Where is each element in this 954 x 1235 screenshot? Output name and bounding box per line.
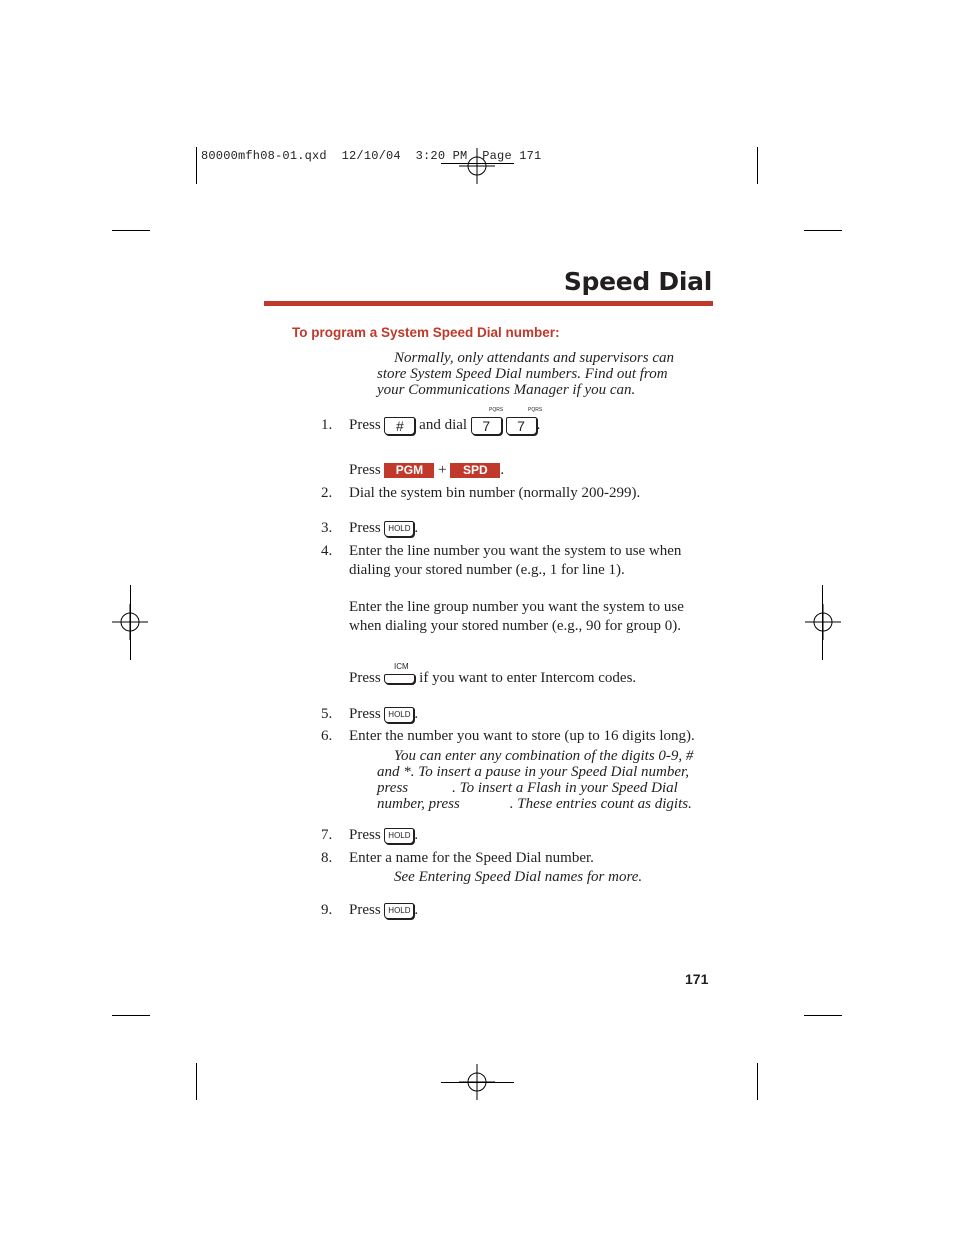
crop-mark xyxy=(112,1015,150,1016)
step-text: Press xyxy=(349,706,381,722)
step-text: . xyxy=(414,902,419,918)
crop-mark xyxy=(757,147,758,184)
step-text: Dial the system bin number (normally 200-299). xyxy=(349,485,641,501)
key-sublabel: PQRS xyxy=(489,407,504,413)
step-text: Enter a name for the Speed Dial number. xyxy=(349,850,594,866)
page-title: Speed Dial xyxy=(563,267,712,296)
step-text: + xyxy=(438,462,447,478)
step-5 xyxy=(321,705,418,724)
step-number: 4. xyxy=(321,543,333,559)
crop-mark xyxy=(757,1063,758,1100)
step-4 xyxy=(321,542,681,561)
crop-mark xyxy=(441,1082,514,1083)
step-text: if you want to enter Intercom codes. xyxy=(419,670,637,686)
step-number: 3. xyxy=(321,520,333,536)
crop-mark xyxy=(130,585,131,660)
step-4-icm xyxy=(349,669,719,688)
seven-key-icon: 7 xyxy=(471,417,502,435)
step-text: . xyxy=(500,462,505,478)
pound-key-icon: # xyxy=(384,417,415,435)
page-number: 171 xyxy=(685,971,709,987)
hold-key-icon: HOLD xyxy=(384,707,414,723)
intro-note xyxy=(377,350,717,398)
step-7 xyxy=(321,826,418,845)
alt-press xyxy=(349,461,719,480)
title-rule xyxy=(264,301,713,306)
step-text: Press xyxy=(349,902,381,918)
step-text: . xyxy=(414,520,419,536)
icm-key-icon xyxy=(384,674,415,684)
step-number: 8. xyxy=(321,850,333,866)
step-4-alt-cont: when dialing your stored number (e.g., 90 for group 0). xyxy=(349,618,682,634)
step-text: . xyxy=(536,417,541,433)
note-line: your Communications Manager if you can. xyxy=(377,382,636,398)
note-line: Normally, only attendants and supervisors can xyxy=(394,350,674,366)
seven-key-icon: 7 xyxy=(506,417,537,435)
step-2 xyxy=(321,484,640,503)
step-4-cont: dialing your stored number (e.g., 1 for line 1). xyxy=(349,562,625,578)
step-text: Press xyxy=(349,827,381,843)
step-9 xyxy=(321,901,418,920)
step-6-note xyxy=(377,748,717,812)
note-line: You can enter any combination of the digits 0-9, # xyxy=(394,748,694,764)
crop-mark xyxy=(804,1015,842,1016)
hold-key-icon: HOLD xyxy=(384,828,414,844)
crop-mark xyxy=(196,1063,197,1100)
step-text: . xyxy=(414,827,419,843)
step-4-alt: Enter the line group number you want the system to use xyxy=(349,599,684,615)
section-heading: To program a System Speed Dial number: xyxy=(292,325,560,340)
print-slug: 80000mfh08-01.qxd 12/10/04 3:20 PM Page 171 xyxy=(201,149,542,163)
note-line: press . To insert a Flash in your Speed Dial xyxy=(377,780,678,796)
crop-mark xyxy=(112,230,150,231)
step-number: 2. xyxy=(321,485,333,501)
note-line: number, press . These entries count as digits. xyxy=(377,796,692,812)
step-6 xyxy=(321,727,695,746)
step-number: 7. xyxy=(321,827,333,843)
step-text: Press xyxy=(349,670,381,686)
step-text: . xyxy=(414,706,419,722)
step-text: Press xyxy=(349,462,381,478)
spd-key-icon: SPD xyxy=(450,463,500,478)
key-sublabel: PQRS xyxy=(528,407,543,413)
step-8 xyxy=(321,849,594,868)
note-line: store System Speed Dial numbers. Find out from xyxy=(377,366,668,382)
step-8-note xyxy=(377,869,717,885)
step-text: and dial xyxy=(419,417,468,433)
registration-mark-icon xyxy=(805,604,841,640)
pgm-key-icon: PGM xyxy=(384,463,434,478)
step-1 xyxy=(321,416,540,435)
step-text: Enter the line number you want the system to use when xyxy=(349,543,682,559)
crop-mark xyxy=(441,163,514,164)
note-line: and *. To insert a pause in your Speed Dial number, xyxy=(377,764,689,780)
key-sublabel: ICM xyxy=(394,662,409,671)
step-number: 5. xyxy=(321,706,333,722)
step-text: Press xyxy=(349,520,381,536)
crop-mark xyxy=(822,585,823,660)
crop-mark xyxy=(196,147,197,184)
step-number: 6. xyxy=(321,728,333,744)
step-text: Enter the number you want to store (up to 16 digits long). xyxy=(349,728,695,744)
step-number: 9. xyxy=(321,902,333,918)
note-line: See Entering Speed Dial names for more. xyxy=(394,869,643,885)
step-number: 1. xyxy=(321,417,333,433)
step-text: Press xyxy=(349,417,381,433)
hold-key-icon: HOLD xyxy=(384,903,414,919)
crop-mark xyxy=(804,230,842,231)
hold-key-icon: HOLD xyxy=(384,521,414,537)
step-3 xyxy=(321,519,418,538)
